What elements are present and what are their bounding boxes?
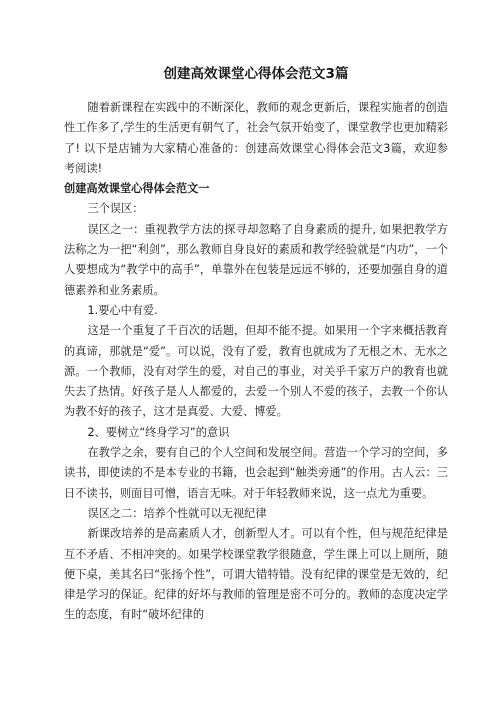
document-body [64, 98, 448, 626]
paragraph: 2、要树立“终身学习”的意识 [87, 425, 230, 439]
paragraph: 在教学之余，要有自己的个人空间和发展空间。营造一个学习的空间，多读书，即使读的不是本专业的书籍，也会起到“触类旁通”的作用。古人云：三日不读书，则面目可憎，语言无味。对于年轻教师来说，这一点尤为重要。 [64, 446, 448, 500]
paragraph: 误区之二：培养个性就可以无视纪律 [87, 506, 267, 520]
paragraph: 三个误区： [87, 202, 144, 216]
paragraph: 这是一个重复了千百次的话题，但却不能不提。如果用一个字来概括教育的真谛，那就是“爱”。可以说，没有了爱，教育也就成为了无根之木、无水之源。一个教师，没有对学生的爱，对自己的事业，对关乎千家万户的教育也就失去了热情。好孩子是人人都爱的，去爱一个别人不爱的孩子，去教一个你认为教不好的孩子，这才是真爱、大爱、博爱。 [64, 324, 448, 419]
paragraph: 误区之一：重视教学方法的探寻却忽略了自身素质的提升, 如果把教学方法称之为一把“利剑”，那么教师自身良好的素质和教学经验就是“内功”，一个人要想成为“教学中的高手”，单靠外在包装是远远不够的，还要加强自身的道德素养和业务素质。 [64, 222, 448, 297]
section-heading: 创建高效课堂心得体会范文一 [64, 182, 210, 196]
paragraph: 1.要心中有爱. [87, 303, 158, 317]
document-title: 创建高效课堂心得体会范文3篇 [163, 66, 349, 82]
paragraph: 新课改培养的是高素质人才，创新型人才。可以有个性，但与规范纪律是互不矛盾、不相冲突的。如果学校课堂教学很随意，学生课上可以上厕所，随便下桌，美其名曰“张扬个性”，可谓大错特错。没有纪律的课堂是无效的，纪律是学习的保证。纪律的好坏与教师的管理是密不可分的。教师的态度决定学生的态度，有时“破坏纪律的 [64, 527, 448, 622]
paragraph: 随着新课程在实践中的不断深化，教师的观念更新后，课程实施者的创造性工作多了,学生的生活更有朝气了，社会气氛开始变了，课堂教学也更加精彩了! 以下是店铺为大家精心准备的：创建高效课堂心得体会范文3篇，欢迎参考阅读! [64, 101, 448, 175]
